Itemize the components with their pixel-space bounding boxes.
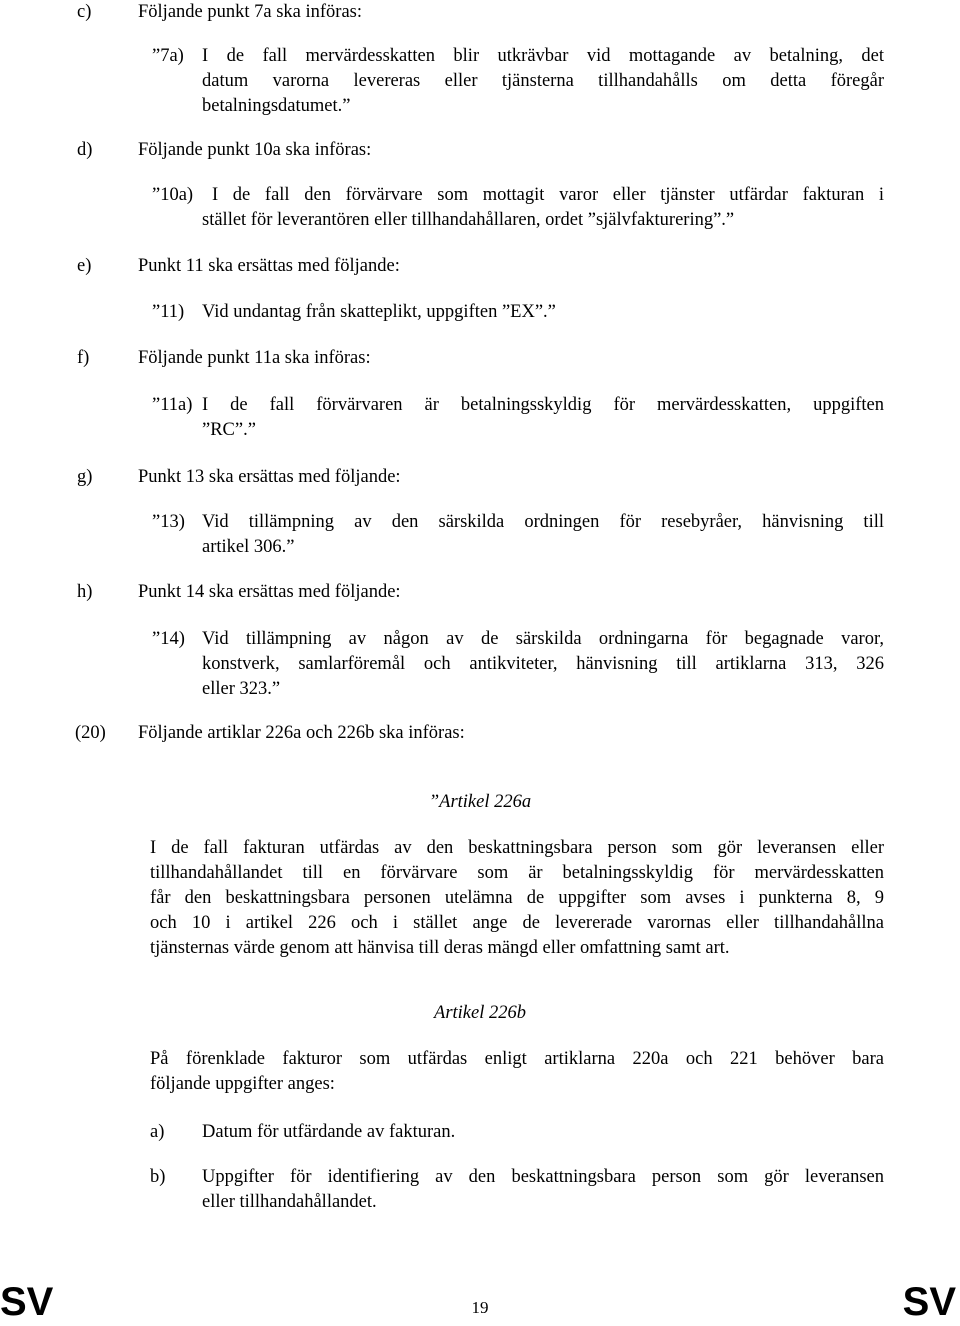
sub-text-13-line2: artikel 306.” [202, 537, 295, 557]
item-text-d: Följande punkt 10a ska införas: [138, 140, 372, 160]
item-text-20: Följande artiklar 226a och 226b ska införas: [138, 723, 465, 743]
item-text-g: Punkt 13 ska ersättas med följande: [138, 467, 401, 487]
article-226a-line4: och 10 i artikel 226 och i stället ange de levererade varornas eller tillhandahållna [150, 913, 884, 933]
sub-text-11-line1: Vid undantag från skatteplikt, uppgiften ”EX”.” [202, 302, 556, 322]
item-label-c: c) [77, 2, 92, 22]
article-226a-line3: får den beskattningsbara personen utelämna de uppgifter som avses i punkterna 8, 9 [150, 888, 884, 908]
sub-text-11a-line1: I de fall förvärvaren är betalningsskyldig för mervärdesskatten, uppgiften [202, 395, 884, 415]
sub-text-14-line1: Vid tillämpning av någon av de särskilda ordningarna för begagnade varor, [202, 629, 884, 649]
article-226b-intro-line1: På förenklade fakturor som utfärdas enligt artiklarna 220a och 221 behöver bara [150, 1049, 884, 1069]
item-label-g: g) [77, 467, 93, 487]
sub-text-14-line3: eller 323.” [202, 679, 281, 699]
language-code-left: SV [0, 1280, 54, 1324]
article-226b-text-b-line2: eller tillhandahållandet. [202, 1192, 377, 1212]
sub-number-14: ”14) [152, 629, 185, 649]
item-label-h: h) [77, 582, 93, 602]
item-text-f: Följande punkt 11a ska införas: [138, 348, 371, 368]
article-226a-line1: I de fall fakturan utfärdas av den beskattningsbara person som gör leveransen eller [150, 838, 884, 858]
language-code-right: SV [902, 1280, 956, 1324]
article-226a-line2: tillhandahållandet till en förvärvare som är betalningsskyldig för mervärdesskatten [150, 863, 884, 883]
article-226b-label-a: a) [150, 1122, 165, 1142]
sub-text-11a-line2: ”RC”.” [202, 420, 256, 440]
item-label-20: (20) [75, 723, 106, 743]
article-226b-text-b-line1: Uppgifter för identifiering av den beskattningsbara person som gör leveransen [202, 1167, 884, 1187]
sub-number-10a: ”10a) [152, 185, 194, 205]
item-text-e: Punkt 11 ska ersättas med följande: [138, 256, 400, 276]
sub-text-13-line1: Vid tillämpning av den särskilda ordningen för resebyråer, hänvisning till [202, 512, 884, 532]
item-label-e: e) [77, 256, 92, 276]
sub-text-7a-line2: datum varorna levereras eller tjänsterna tillhandahålls om detta föregår [202, 71, 884, 91]
sub-number-13: ”13) [152, 512, 185, 532]
item-text-c: Följande punkt 7a ska införas: [138, 2, 363, 22]
sub-number-7a: ”7a) [152, 46, 184, 66]
item-label-d: d) [77, 140, 93, 160]
article-226a-line5: tjänsternas värde genom att hänvisa till deras mängd eller omfattning samt art. [150, 938, 730, 958]
sub-text-14-line2: konstverk, samlarföremål och antikviteter, hänvisning till artiklarna 313, 326 [202, 654, 884, 674]
sub-number-11a: ”11a) [152, 395, 193, 415]
article-226a-heading: ”Artikel 226a [428, 792, 532, 812]
article-226b-heading: Artikel 226b [434, 1003, 526, 1023]
article-226b-intro-line2: följande uppgifter anges: [150, 1074, 335, 1094]
sub-text-7a-line1: I de fall mervärdesskatten blir utkrävbar vid mottagande av betalning, det [202, 46, 884, 66]
sub-text-10a-line1: I de fall den förvärvare som mottagit varor eller tjänster utfärdar fakturan i [212, 185, 884, 205]
article-226b-text-a: Datum för utfärdande av fakturan. [202, 1122, 456, 1142]
sub-text-10a-line2: stället för leverantören eller tillhandahållaren, ordet ”självfakturering”.” [202, 210, 735, 230]
page-number: 19 [471, 1298, 489, 1317]
item-text-h: Punkt 14 ska ersättas med följande: [138, 582, 401, 602]
sub-number-11: ”11) [152, 302, 185, 322]
sub-text-7a-line3: betalningsdatumet.” [202, 96, 351, 116]
article-226b-label-b: b) [150, 1167, 166, 1187]
item-label-f: f) [77, 348, 90, 368]
